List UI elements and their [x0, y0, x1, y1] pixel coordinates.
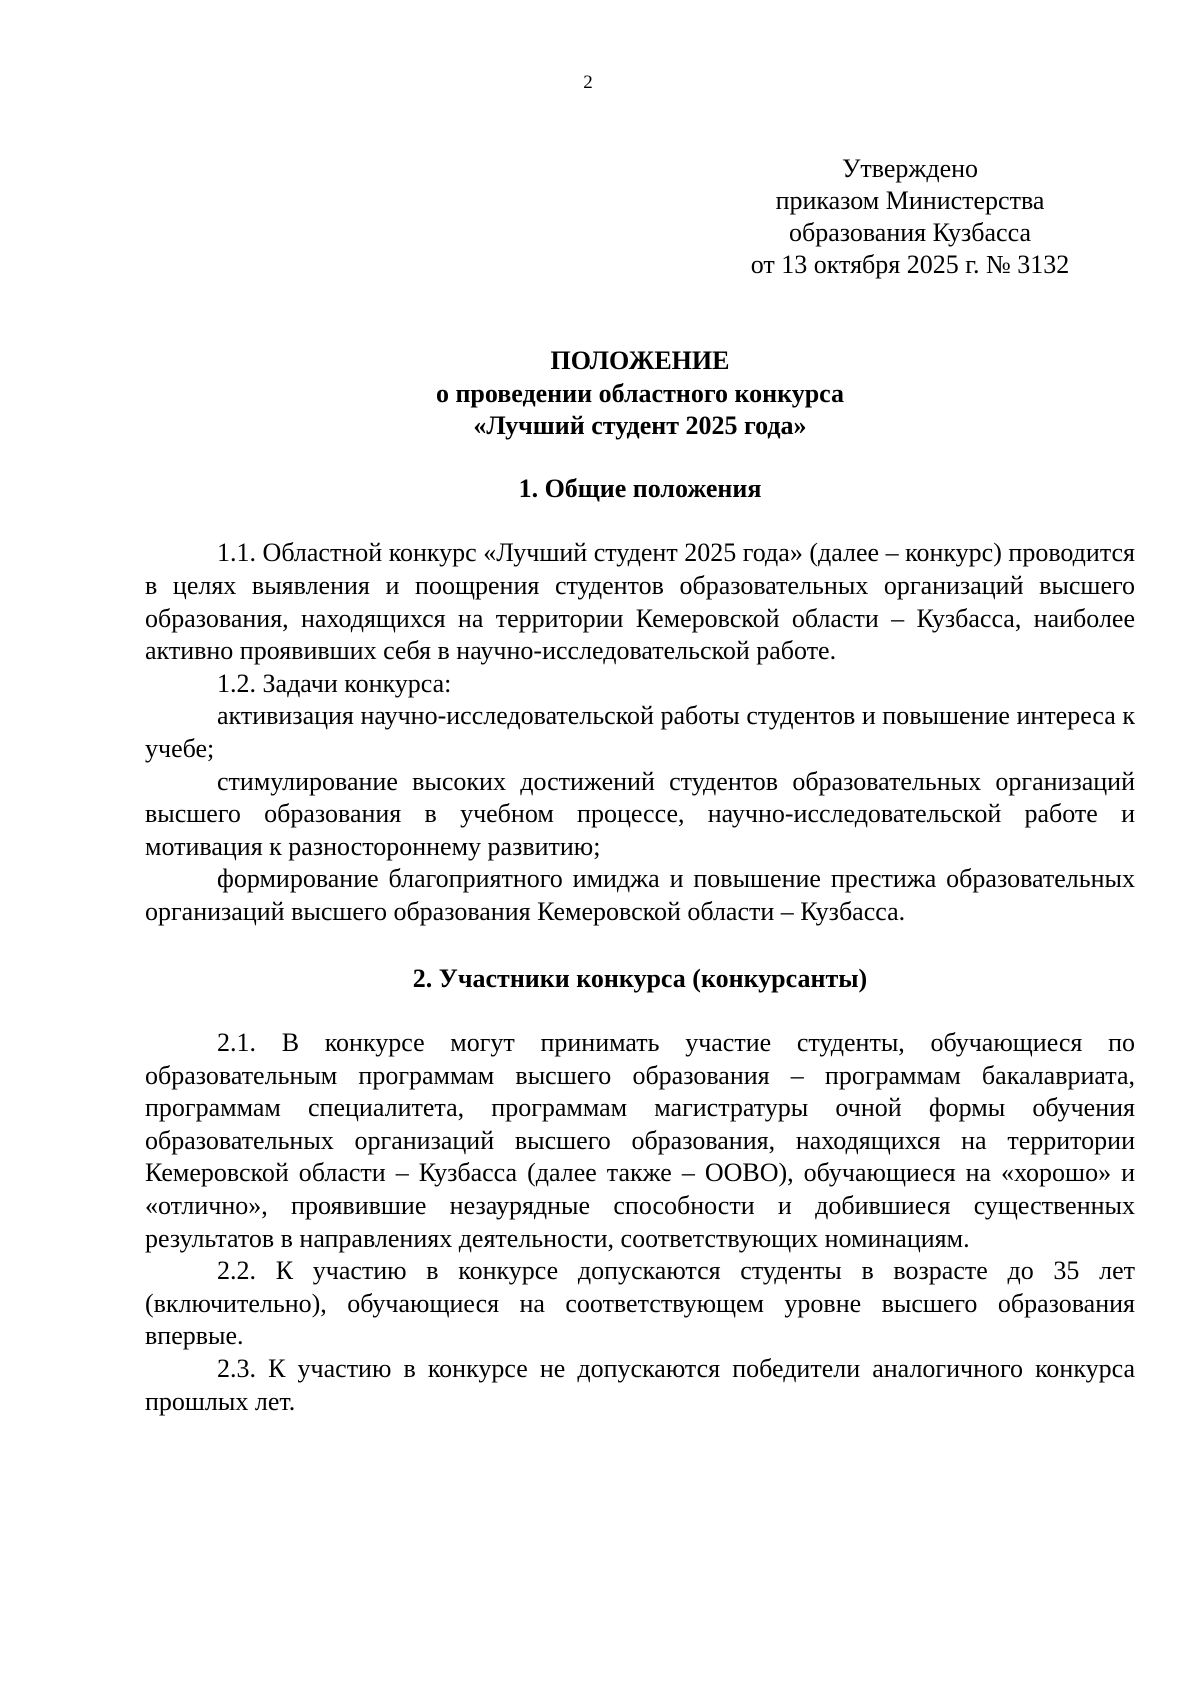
section-heading: 1. Общие положения: [518, 473, 762, 503]
section-heading: 2. Участники конкурса (конкурсанты): [412, 963, 868, 993]
approval-line: от 13 октября 2025 г. № 3132: [750, 250, 1070, 279]
title-line: ПОЛОЖЕНИЕ: [550, 346, 730, 375]
document-body: [145, 345, 1135, 1418]
paragraph: 1.2. Задачи конкурса:: [217, 668, 452, 698]
page-number: 2: [583, 72, 593, 93]
paragraph: формирование благоприятного имиджа и повышение престижа образовательных организаций высшего образования Кемеровской области – Кузбасса.: [145, 864, 1135, 926]
approval-line: приказом Министерства: [775, 186, 1045, 215]
paragraph: стимулирование высоких достижений студентов образовательных организаций высшего образования в учебном процессе, научно-исследовательской работе и мотивация к разностороннему развитию;: [145, 766, 1135, 861]
paragraph: 2.3. К участию в конкурсе не допускаются победители аналогичного конкурса прошлых лет.: [145, 1354, 1135, 1416]
paragraph: активизация научно-исследовательской работы студентов и повышение интереса к учебе;: [145, 701, 1135, 763]
document-title: [145, 345, 1135, 443]
approval-line: образования Кузбасса: [788, 218, 1031, 247]
approval-line: Утверждено: [841, 154, 979, 183]
paragraph: 2.1. В конкурсе могут принимать участие студенты, обучающиеся по образовательным программам высшего образования – программам бакалавриата, программам специалитета, программам магистратуры очной формы обучения образовательных организаций высшего образования, находящихся на территории Кемеровской области – Кузбасса (далее также – ООВО), обучающиеся на «хорошо» и «отлично», проявившие незаурядные способности и добившиеся существенных результатов в направлениях деятельности, соответствующих номинациям.: [145, 1028, 1135, 1253]
title-line: о проведении областного конкурса: [435, 378, 845, 408]
title-line: «Лучший студент 2025 года»: [473, 411, 807, 441]
approval-stamp: [740, 153, 1080, 281]
paragraph: 2.2. К участию в конкурсе допускаются студенты в возрасте до 35 лет (включительно), обучающиеся на соответствующем уровне высшего образования впервые.: [145, 1256, 1135, 1351]
paragraph: 1.1. Областной конкурс «Лучший студент 2025 года» (далее – конкурс) проводится в целях выявления и поощрения студентов образовательных организаций высшего образования, находящихся на территории Кемеровской области – Кузбасса, наиболее активно проявивших себя в научно-исследовательской работе.: [145, 538, 1135, 666]
